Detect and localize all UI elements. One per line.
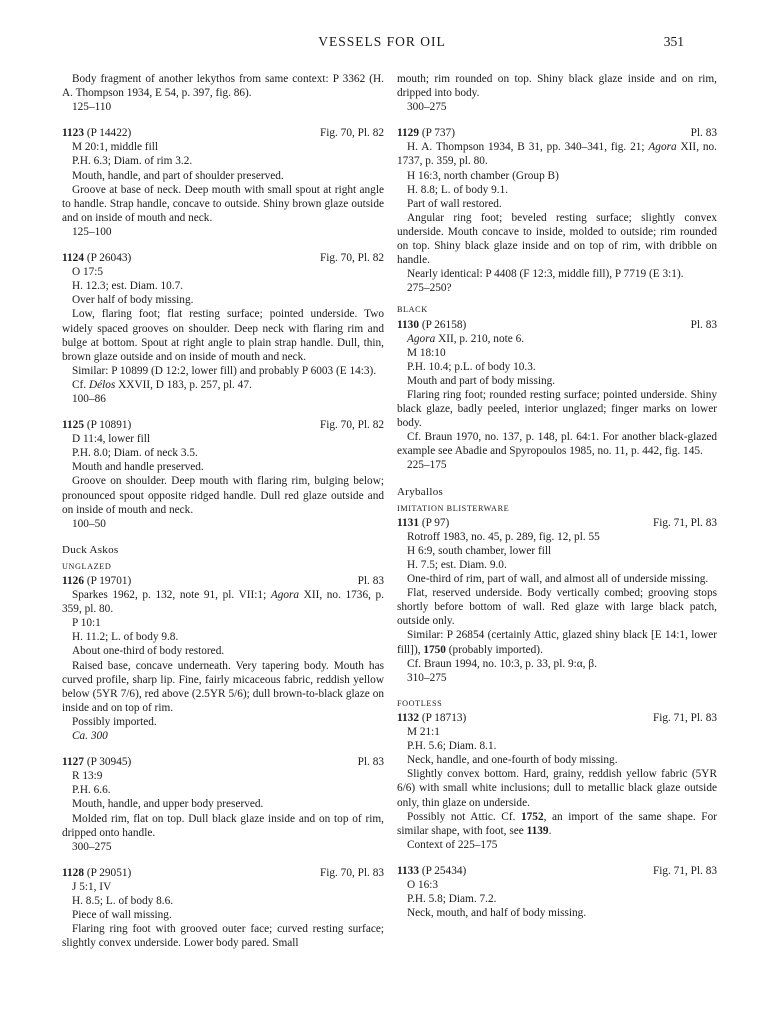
preservation: One-third of rim, part of wall, and almost all of underside missing. [407, 573, 709, 586]
entry-heading [62, 418, 384, 432]
deposit: D 11:4, lower fill [72, 433, 151, 446]
date: 310–275 [407, 671, 447, 684]
deposit: P 10:1 [72, 617, 101, 630]
entry-1130 [397, 318, 717, 473]
entry-1129 [397, 126, 717, 295]
deposit: R 13:9 [72, 770, 103, 783]
date: 225–175 [407, 459, 447, 472]
dimensions: P.H. 5.6; Diam. 8.1. [407, 740, 497, 753]
figure-reference: Fig. 71, Pl. 83 [652, 864, 717, 877]
figure-reference: Fig. 71, Pl. 83 [652, 711, 717, 724]
date: 100–86 [72, 392, 106, 405]
deposit: M 21:1 [407, 726, 440, 739]
right-column [397, 72, 717, 920]
dimensions: H. 8.8; L. of body 9.1. [407, 183, 509, 196]
subsection-heading: UNGLAZED [62, 561, 112, 571]
description: Molded rim, flat on top. Dull black glaze inside and on top of rim, dripped onto handle. [62, 812, 384, 839]
bibliography: H. A. Thompson 1934, B 31, pp. 340–341, fig. 21; Agora XII, no. 1737, p. 359, pl. 80. [397, 141, 717, 168]
similar: Nearly identical: P 4408 (F 12:3, middle fill), P 7719 (E 3:1). [407, 268, 684, 281]
inventory-number: (P 18713) [421, 711, 467, 724]
catalog-number: 1129 [397, 127, 419, 140]
entry-heading [62, 251, 384, 265]
inventory-number: (P 19701) [86, 575, 132, 587]
date: 300–275 [407, 101, 447, 114]
preservation: Piece of wall missing. [72, 909, 172, 922]
inventory-number: (P 97) [421, 516, 450, 529]
catalog-number: 1125 [62, 419, 84, 432]
subsection-heading: FOOTLESS [397, 698, 443, 708]
inventory-number: (P 10891) [86, 419, 132, 432]
subsection-heading: BLACK [397, 305, 428, 315]
dimensions: P.H. 5.8; Diam. 7.2. [407, 893, 497, 906]
preservation: Neck, mouth, and half of body missing. [407, 907, 587, 920]
catalog-number: 1123 [62, 127, 84, 140]
description: Low, flaring foot; flat resting surface; pointed underside. Two widely spaced grooves on shoulder. Deep neck with flaring rim and bulge at bottom. Spout at right angle to plain strap handle. Dull, thin, brown glaze outside and on inside of mouth and neck. [62, 308, 384, 363]
description: Angular ring foot; beveled resting surface; slightly convex underside. Mouth concave to inside, molded to outside; rim rounded on top. Shiny black glaze inside and on top of rim, with dribble on handle. [397, 211, 717, 267]
preservation: About one-third of body restored. [72, 645, 225, 658]
entry-heading [397, 711, 717, 725]
inventory-number: (P 30945) [86, 756, 132, 769]
bibliography: Rotroff 1983, no. 45, p. 289, fig. 12, pl. 55 [407, 530, 600, 543]
entry-1131 [397, 516, 717, 685]
dimensions: H. 7.5; est. Diam. 9.0. [407, 559, 507, 571]
deposit: M 20:1, middle fill [72, 141, 158, 154]
inventory-number: (P 29051) [86, 866, 132, 879]
deposit: O 17:5 [72, 266, 104, 279]
entry-1127 [62, 755, 384, 854]
preservation: Part of wall restored. [407, 197, 502, 210]
dimensions: P.H. 6.3; Diam. of rim 3.2. [72, 155, 193, 168]
catalog-number: 1126 [62, 575, 84, 587]
note: Possibly not Attic. Cf. 1752, an import of the same shape. For similar shape, with foot, see 1139. [397, 810, 717, 837]
dimensions: P.H. 8.0; Diam. of neck 3.5. [72, 447, 198, 460]
inventory-number: (P 26158) [421, 318, 467, 331]
figure-reference: Pl. 83 [690, 127, 717, 140]
comparison: Cf. Braun 1994, no. 10:3, p. 33, pl. 9:α, β. [407, 657, 597, 670]
entry-1132 [397, 711, 717, 852]
catalog-number: 1130 [397, 318, 419, 331]
inventory-number: (P 737) [421, 127, 455, 140]
catalog-number: 1124 [62, 252, 84, 265]
left-column [62, 72, 384, 950]
figure-reference: Pl. 83 [357, 575, 384, 587]
bibliography: Agora XII, p. 210, note 6. [407, 332, 525, 345]
entry-heading [62, 126, 384, 140]
running-head: VESSELS FOR OIL [318, 34, 446, 49]
preservation: Neck, handle, and one-fourth of body missing. [407, 754, 618, 767]
preservation: Mouth and part of body missing. [407, 374, 556, 387]
continued-description: mouth; rim rounded on top. Shiny black glaze inside and on rim, dripped into body. [397, 73, 717, 100]
similar: Similar: P 10899 (D 12:2, lower fill) and probably P 6003 (E 14:3). [72, 364, 377, 377]
figure-reference: Pl. 83 [690, 318, 717, 331]
dimensions: H. 8.5; L. of body 8.6. [72, 894, 174, 907]
entry-heading [397, 126, 717, 140]
intro-date: 125–110 [72, 101, 112, 114]
entry-heading [62, 866, 384, 880]
entry-1124 [62, 251, 384, 406]
figure-reference: Fig. 70, Pl. 82 [319, 252, 384, 265]
figure-reference: Pl. 83 [357, 756, 384, 769]
section-heading: Aryballos [397, 485, 444, 498]
note: Possibly imported. [72, 715, 157, 728]
similar: Similar: P 26854 (certainly Attic, glazed shiny black [E 14:1, lower fill]), 1750 (probably imported). [397, 629, 717, 656]
entry-1125 [62, 418, 384, 531]
date: Ca. 300 [72, 730, 108, 743]
preservation: Mouth, handle, and upper body preserved. [72, 798, 264, 811]
preservation: Mouth, handle, and part of shoulder preserved. [72, 169, 284, 182]
deposit: H 6:9, south chamber, lower fill [407, 544, 552, 557]
inventory-number: (P 25434) [421, 864, 467, 877]
deposit: J 5:1, IV [72, 880, 112, 893]
catalog-number: 1132 [397, 711, 419, 724]
page-number: 351 [663, 34, 684, 49]
description: Flaring ring foot; rounded resting surface; pointed underside. Shiny black glaze, badly peeled, interior unglazed; finger marks on lower body. [397, 388, 717, 430]
entry-heading [397, 516, 717, 530]
dimensions: H. 11.2; L. of body 9.8. [72, 631, 179, 644]
dimensions: P.H. 10.4; p.L. of body 10.3. [407, 360, 536, 373]
date: 100–50 [72, 517, 106, 530]
date: 125–100 [72, 225, 112, 238]
entry-1123 [62, 126, 384, 239]
figure-reference: Fig. 70, Pl. 82 [319, 419, 384, 432]
preservation: Over half of body missing. [72, 294, 194, 307]
catalog-number: 1133 [397, 864, 419, 877]
dimensions: P.H. 6.6. [72, 784, 111, 797]
inventory-number: (P 14422) [86, 127, 132, 140]
figure-reference: Fig. 70, Pl. 82 [319, 127, 384, 140]
dimensions: H. 12.3; est. Diam. 10.7. [72, 280, 184, 293]
description: Groove at base of neck. Deep mouth with small spout at right angle to handle. Strap handle, concave to outside. Shiny brown glaze outside and on inside of mouth and neck. [62, 183, 384, 224]
catalog-number: 1127 [62, 756, 84, 769]
date: Context of 225–175 [407, 838, 498, 851]
catalog-number: 1128 [62, 866, 84, 879]
preservation: Mouth and handle preserved. [72, 461, 204, 474]
figure-reference: Fig. 70, Pl. 83 [319, 866, 384, 879]
catalog-number: 1131 [397, 516, 419, 529]
entry-1128 [62, 866, 384, 951]
comparison: Cf. Braun 1970, no. 137, p. 148, pl. 64:1. For another black-glazed example see Abadie and Spyropoulos 1985, no. 11, p. 442, fig. 145. [397, 431, 717, 458]
deposit: O 16:3 [407, 878, 439, 891]
entry-heading [397, 318, 717, 332]
date: 275–250? [407, 282, 452, 295]
comparison: Cf. Délos XXVII, D 183, p. 257, pl. 47. [72, 378, 252, 391]
inventory-number: (P 26043) [86, 252, 132, 265]
entry-heading [62, 755, 384, 769]
description: Flaring ring foot with grooved outer face; curved resting surface; slightly convex underside. Lower body pared. Small [62, 923, 384, 950]
figure-reference: Fig. 71, Pl. 83 [652, 516, 717, 529]
description: Flat, reserved underside. Body vertically combed; grooving stops shortly before bottom of wall. Red glaze with large black patch, outside only. [397, 587, 717, 628]
entry-1133 [397, 864, 717, 920]
deposit: H 16:3, north chamber (Group B) [407, 169, 559, 182]
description: Slightly convex bottom. Hard, grainy, reddish yellow fabric (5YR 6/6) with small white inclusions; dull to metallic black glaze outside only, thin glaze on underside. [397, 768, 717, 809]
description: Raised base, concave underneath. Very tapering body. Mouth has curved profile, sharp lip. Fine, fairly micaceous fabric, reddish yellow below (5YR 7/6), red above (2.5YR 5/6); dull brown-to-black glaze on inside and on top of rim. [62, 659, 384, 714]
subsection-heading: IMITATION BLISTERWARE [397, 503, 510, 513]
entry-heading [397, 864, 717, 878]
section-heading: Duck Askos [62, 543, 119, 556]
bibliography: Sparkes 1962, p. 132, note 91, pl. VII:1; Agora XII, no. 1736, p. 359, pl. 80. [62, 589, 384, 616]
deposit: M 18:10 [407, 346, 446, 359]
description: Groove on shoulder. Deep mouth with flaring rim, bulging below; pronounced spout opposite ridged handle. Dull red glaze outside and on inside of mouth and neck. [62, 475, 384, 516]
date: 300–275 [72, 840, 112, 853]
page-header [0, 34, 764, 54]
entry-heading [62, 574, 384, 588]
intro-text: Body fragment of another lekythos from same context: P 3362 (H. A. Thompson 1934, E 54, p. 397, fig. 86). [62, 73, 384, 100]
entry-1126 [62, 574, 384, 743]
